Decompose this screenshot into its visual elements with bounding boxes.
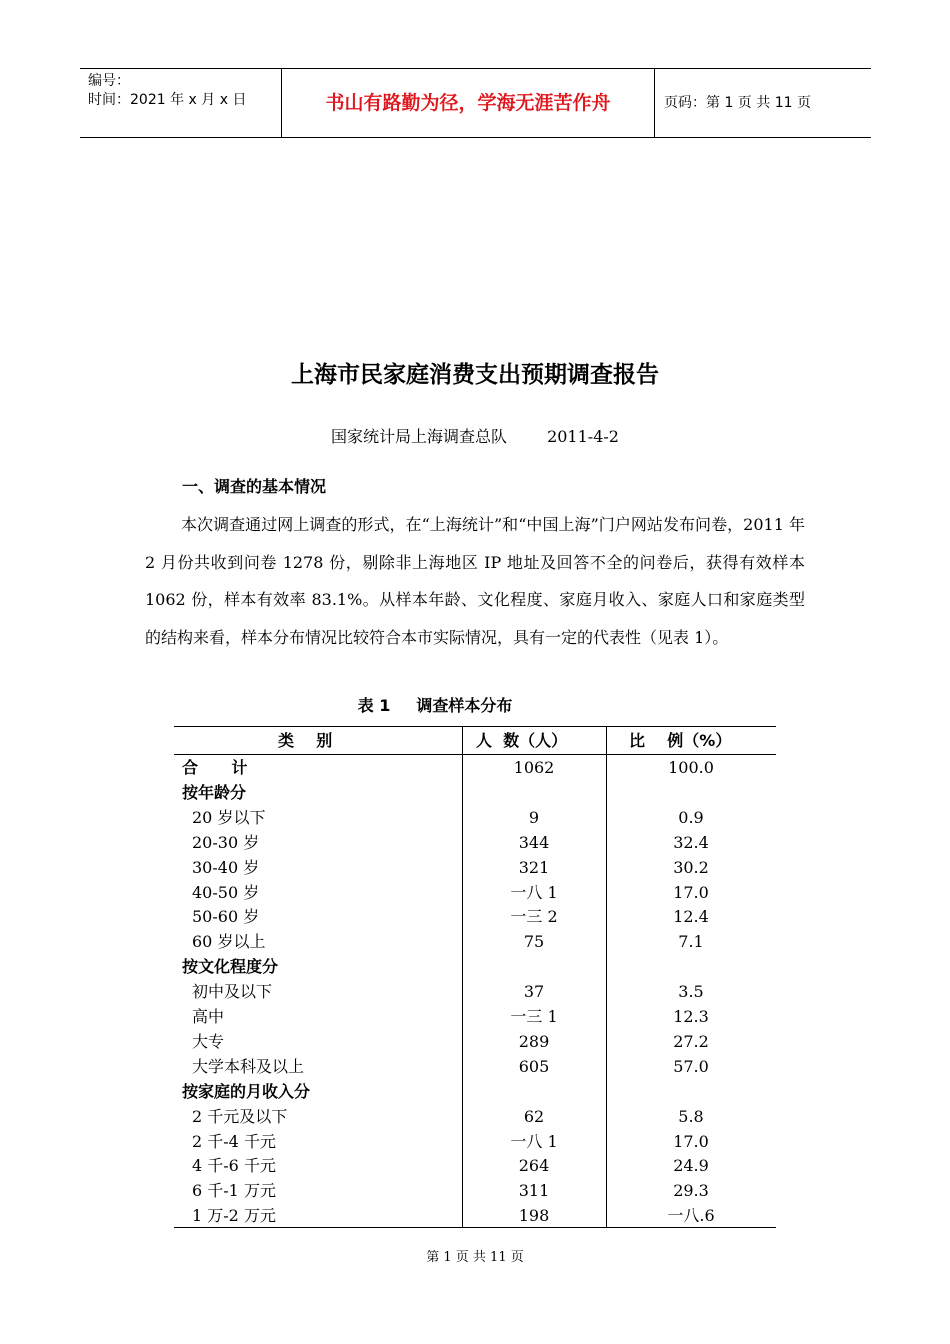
- table-row: [174, 1153, 776, 1178]
- table-row: [174, 1104, 776, 1129]
- body-paragraph-container: [145, 506, 805, 656]
- row-count: 62: [523, 1106, 545, 1126]
- row-label: 按年龄分: [182, 782, 247, 802]
- table-row: [174, 1129, 776, 1154]
- header-date-label: 时间：2021 年 x 月 x 日: [88, 92, 247, 108]
- row-label: 30-40 岁: [192, 857, 260, 877]
- row-label: 大学本科及以上: [192, 1056, 305, 1076]
- row-label: 高中: [192, 1007, 225, 1026]
- row-ratio: 32.4: [673, 832, 709, 852]
- header-motto: 书山有路勤为径，学海无涯苦作舟: [282, 69, 655, 137]
- row-ratio: 57.0: [673, 1056, 709, 1076]
- table-row: [174, 855, 776, 880]
- row-label: 40-50 岁: [192, 882, 260, 902]
- header-page-info: 页码：第 1 页 共 11 页: [664, 95, 811, 111]
- sample-distribution-table: [174, 726, 776, 1228]
- row-label: 按家庭的月收入分: [182, 1081, 311, 1101]
- row-ratio: 12.4: [673, 907, 709, 927]
- column-header-count: 人 数（人）: [476, 731, 568, 750]
- row-count: 一三 1: [510, 1007, 558, 1026]
- row-ratio: 100.0: [668, 758, 714, 777]
- row-count: 321: [518, 857, 550, 877]
- document-subtitle: [0, 424, 950, 447]
- table-row: [174, 780, 776, 805]
- row-label: 1 万-2 万元: [192, 1206, 276, 1226]
- row-count: 9: [528, 807, 540, 827]
- row-count: 37: [523, 982, 545, 1002]
- table-caption-title: 调查样本分布: [416, 696, 513, 715]
- header-number-label: 编号：: [88, 73, 130, 89]
- table-row: [174, 1079, 776, 1104]
- row-count: 198: [518, 1206, 550, 1226]
- row-label: 4 千-6 千元: [192, 1156, 276, 1176]
- table-row: [174, 904, 776, 929]
- page-footer: 第 1 页 共 11 页: [426, 1250, 524, 1265]
- row-label: 2 千元及以下: [192, 1106, 288, 1126]
- row-label: 50-60 岁: [192, 907, 260, 927]
- column-header-ratio: 比 例（%）: [629, 731, 732, 750]
- row-count: 605: [518, 1056, 550, 1076]
- row-label: 按文化程度分: [182, 957, 279, 977]
- row-label: 20-30 岁: [192, 832, 260, 852]
- row-ratio: 24.9: [673, 1156, 709, 1176]
- table-row: [174, 1029, 776, 1054]
- table-caption-number: 表 1: [357, 696, 391, 715]
- row-ratio: 29.3: [673, 1181, 709, 1201]
- table-row: [174, 1178, 776, 1203]
- header-meta: [80, 69, 282, 137]
- table-row: [174, 1004, 776, 1029]
- table-row: [174, 805, 776, 830]
- page-header: [80, 68, 871, 138]
- row-count: 289: [518, 1031, 550, 1051]
- row-ratio: 17.0: [673, 1131, 709, 1151]
- subtitle-date: 2011-4-2: [547, 427, 619, 446]
- table-row: [174, 979, 776, 1004]
- row-count: 344: [518, 832, 550, 852]
- column-header-category: 类 别: [278, 731, 333, 750]
- row-count: 一八 1: [510, 882, 558, 902]
- row-ratio: 17.0: [673, 882, 709, 902]
- row-label: 初中及以下: [192, 982, 273, 1002]
- row-ratio: 30.2: [673, 857, 709, 877]
- row-label: 6 千-1 万元: [192, 1181, 276, 1201]
- body-paragraph: 本次调查通过网上调查的形式，在“上海统计”和“中国上海”门户网站发布问卷，2011 年 2 月份共收到问卷 1278 份，剔除非上海地区 IP 地址及回答不全的问卷后，获得有效样本 1062 份，样本有效率 83.1%。从样本年龄、文化程度、家庭月收入、家庭人口和家庭类型的结构来看，样本分布情况比较符合本市实际情况，具有一定的代表性（见表 1）。: [145, 515, 805, 647]
- row-count: 1062: [513, 758, 555, 777]
- table-row: [174, 755, 776, 780]
- row-count: 75: [523, 932, 545, 952]
- row-count: 一三 2: [510, 907, 558, 927]
- document-title: 上海市民家庭消费支出预期调查报告: [291, 362, 659, 388]
- subtitle-org: 国家统计局上海调查总队: [331, 427, 508, 446]
- row-ratio: 一八.6: [667, 1206, 715, 1226]
- row-ratio: 0.9: [678, 807, 704, 827]
- row-count: 311: [518, 1181, 550, 1201]
- row-ratio: 12.3: [673, 1007, 709, 1026]
- table-row: [174, 1054, 776, 1079]
- row-ratio: 5.8: [678, 1106, 704, 1126]
- row-label: 20 岁以下: [192, 807, 266, 827]
- row-label: 大专: [192, 1031, 225, 1051]
- row-count: 264: [518, 1156, 550, 1176]
- row-label: 合 计: [182, 758, 248, 777]
- table-row: [174, 1203, 776, 1228]
- row-ratio: 7.1: [678, 932, 704, 952]
- row-label: 60 岁以上: [192, 932, 266, 952]
- row-count: 一八 1: [510, 1131, 558, 1151]
- table-caption: [0, 693, 870, 716]
- row-ratio: 27.2: [673, 1031, 709, 1051]
- table-row: [174, 929, 776, 954]
- row-ratio: 3.5: [678, 982, 704, 1002]
- section-heading: 一、调查的基本情况: [182, 477, 327, 496]
- row-label: 2 千-4 千元: [192, 1131, 276, 1151]
- table-row: [174, 830, 776, 855]
- table-row: [174, 954, 776, 979]
- table-row: [174, 880, 776, 905]
